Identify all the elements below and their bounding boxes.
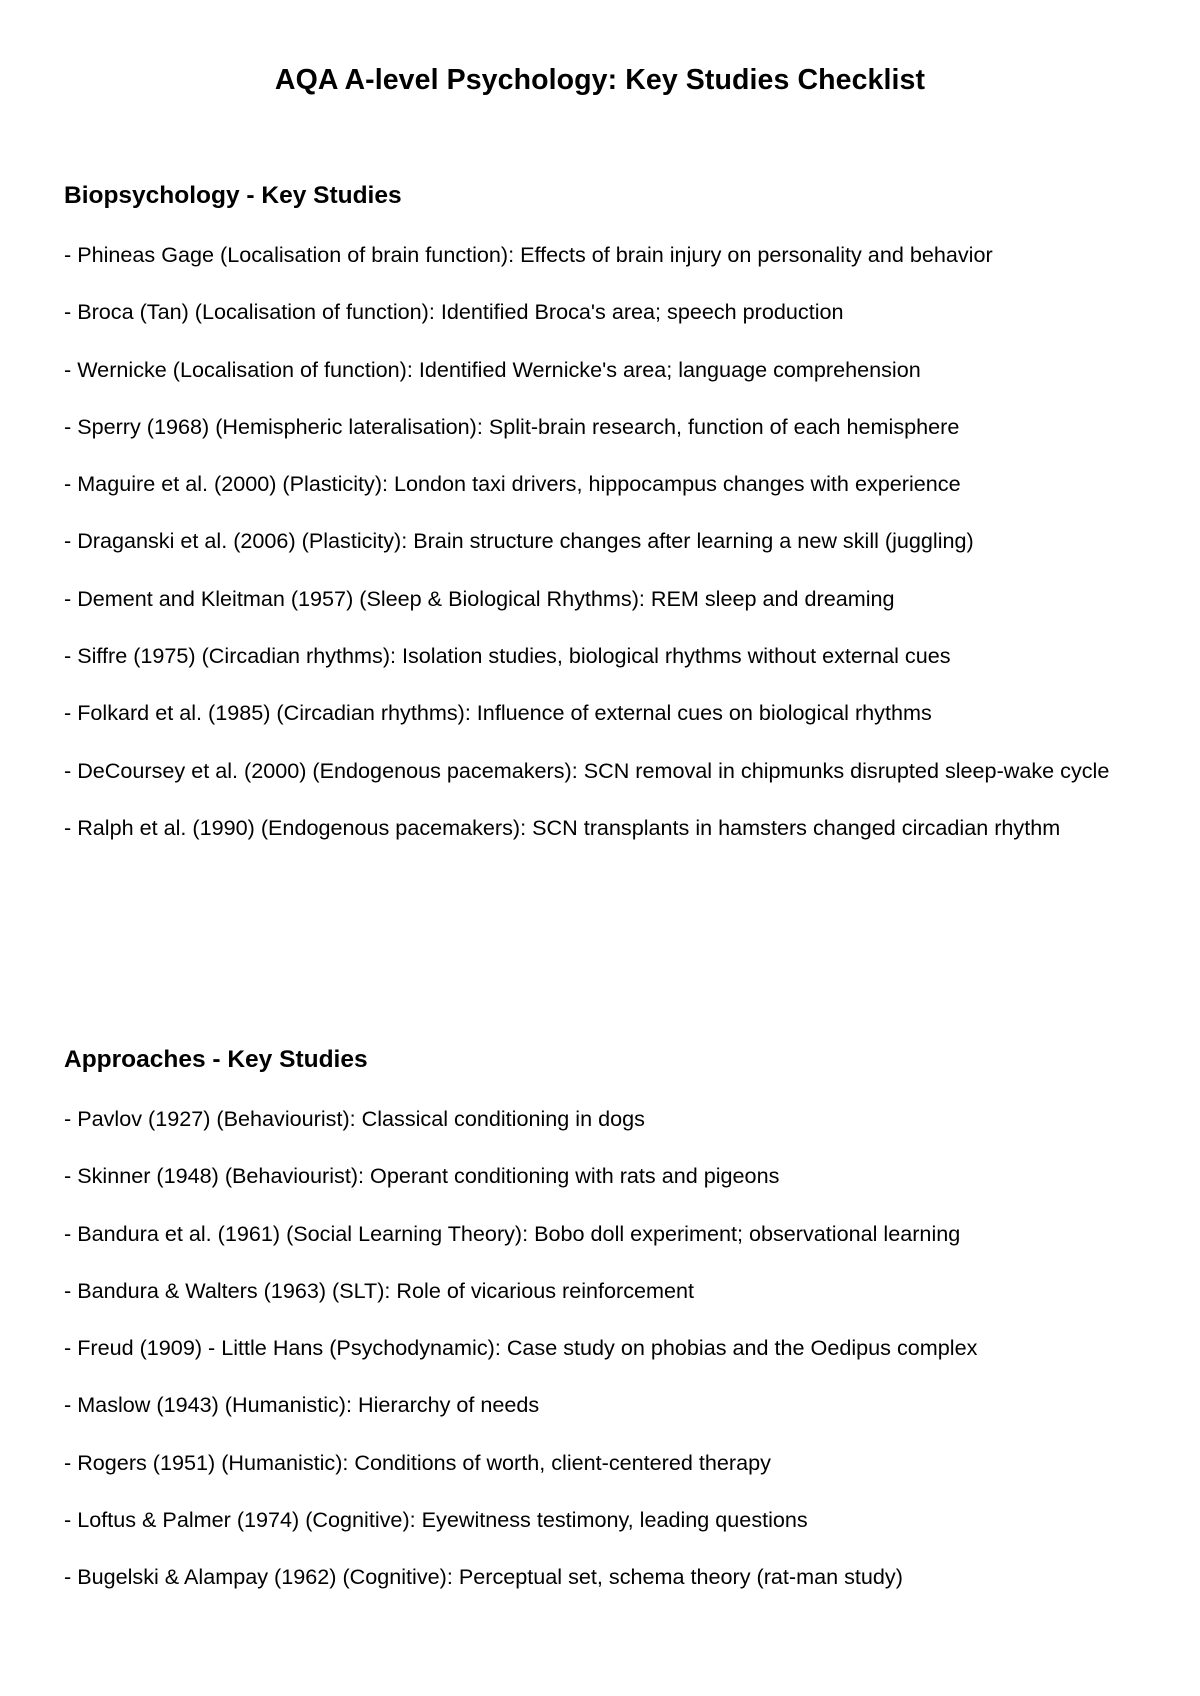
study-item: - Maslow (1943) (Humanistic): Hierarchy of needs [64,1392,540,1418]
study-list [64,226,1146,856]
study-list [64,1090,1146,1606]
section-heading: Approaches - Key Studies [64,1046,368,1073]
study-item: - Sperry (1968) (Hemispheric lateralisation): Split-brain research, function of each hemisphere [64,413,960,439]
study-item: - Draganski et al. (2006) (Plasticity): Brain structure changes after learning a new skill (juggling) [64,528,974,554]
study-item: - Rogers (1951) (Humanistic): Conditions of worth, client-centered therapy [64,1449,771,1475]
study-item: - Siffre (1975) (Circadian rhythms): Isolation studies, biological rhythms without external cues [64,643,951,669]
document-title: AQA A-level Psychology: Key Studies Checklist [274,64,926,96]
study-item: - Broca (Tan) (Localisation of function): Identified Broca's area; speech production [64,299,844,325]
section-biopsychology [64,180,1146,856]
section-heading: Biopsychology - Key Studies [64,182,402,209]
study-item: - Pavlov (1927) (Behaviourist): Classical conditioning in dogs [64,1106,645,1131]
study-item: - Freud (1909) - Little Hans (Psychodynamic): Case study on phobias and the Oedipus complex [64,1335,978,1361]
study-item: - Phineas Gage (Localisation of brain function): Effects of brain injury on personality and behavior [64,242,993,267]
section-approaches [64,1044,1146,1606]
study-item: - Skinner (1948) (Behaviourist): Operant conditioning with rats and pigeons [64,1163,780,1189]
study-item: - Dement and Kleitman (1957) (Sleep & Biological Rhythms): REM sleep and dreaming [64,585,895,611]
study-item: - Folkard et al. (1985) (Circadian rhythms): Influence of external cues on biological rhythms [64,700,932,726]
study-item: - Bandura & Walters (1963) (SLT): Role of vicarious reinforcement [64,1277,695,1303]
study-item: - Loftus & Palmer (1974) (Cognitive): Eyewitness testimony, leading questions [64,1507,808,1533]
study-item: - Bugelski & Alampay (1962) (Cognitive): Perceptual set, schema theory (rat-man study) [64,1564,903,1590]
study-item: - DeCoursey et al. (2000) (Endogenous pacemakers): SCN removal in chipmunks disrupted sleep-wake cycle [64,757,1110,783]
study-item: - Ralph et al. (1990) (Endogenous pacemakers): SCN transplants in hamsters changed circadian rhythm [64,814,1061,840]
study-item: - Wernicke (Localisation of function): Identified Wernicke's area; language comprehension [64,356,921,382]
study-item: - Bandura et al. (1961) (Social Learning Theory): Bobo doll experiment; observational learning [64,1220,961,1246]
study-item: - Maguire et al. (2000) (Plasticity): London taxi drivers, hippocampus changes with experience [64,471,961,497]
